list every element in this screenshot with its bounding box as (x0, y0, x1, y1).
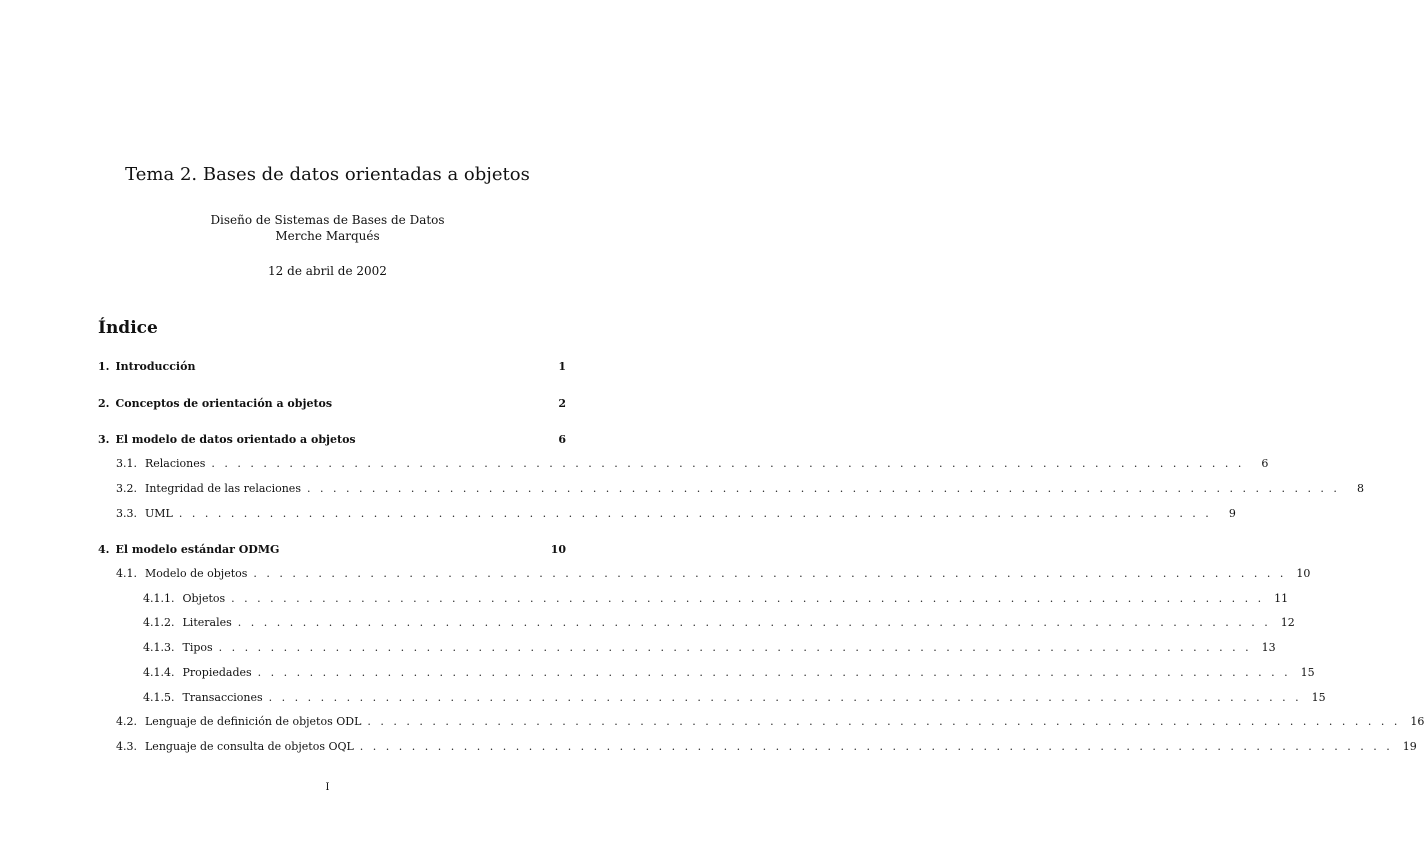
toc-entry[interactable] (143, 641, 1276, 657)
toc-leader-dots: . . . . . . . . . . . . . . . . . . . . . . . . . . . . . . . . . . . . . . . . . . . . . . . . . . . . . . . . . . . . . . . . . . . . . . . . . . . . . . . . (218, 641, 1252, 654)
toc-entry[interactable] (116, 740, 1417, 756)
toc-entry-page: 2 (558, 397, 566, 410)
toc-entry[interactable] (98, 543, 566, 559)
toc-leader-dots: . . . . . . . . . . . . . . . . . . . . . . . . . . . . . . . . . . . . . . . . . . . . . . . . . . . . . . . . . . . . . . . . . . . . . . . . . . . . . . . . (231, 592, 1265, 605)
toc-entry[interactable] (116, 567, 1311, 583)
toc-entry-number: 4.1.4. (143, 666, 175, 679)
toc-entry-number: 4.1.1. (143, 592, 175, 605)
toc-leader-dots: . . . . . . . . . . . . . . . . . . . . . . . . . . . . . . . . . . . . . . . . . . . . . . . . . . . . . . . . . . . . . . . . . . . . . . . . . . . . . . . . (211, 457, 1245, 470)
toc-entry-page: 12 (1280, 616, 1295, 629)
toc-entry-number: 3.3. (116, 507, 137, 520)
toc-entry-number: 4.3. (116, 740, 137, 753)
toc-entry-page: 9 (1228, 507, 1236, 520)
toc-entry-label: UML (145, 507, 173, 520)
toc-leader-dots: . . . . . . . . . . . . . . . . . . . . . . . . . . . . . . . . . . . . . . . . . . . . . . . . . . . . . . . . . . . . . . . . . . . . . . . . . . . . . . . . (253, 567, 1287, 580)
toc-entry-number: 4.1.2. (143, 616, 175, 629)
toc-entry-label: El modelo estándar ODMG (115, 543, 280, 556)
toc-entry[interactable] (143, 616, 1295, 632)
toc-entry[interactable] (143, 691, 1326, 707)
toc-entry-label: Relaciones (145, 457, 206, 470)
toc-leader-dots: . . . . . . . . . . . . . . . . . . . . . . . . . . . . . . . . . . . . . . . . . . . . . . . . . . . . . . . . . . . . . . . . . . . . . . . . . . . . . . . . (367, 715, 1401, 728)
toc-leader-dots: . . . . . . . . . . . . . . . . . . . . . . . . . . . . . . . . . . . . . . . . . . . . . . . . . . . . . . . . . . . . . . . . . . . . . . . . . . . . . . . . (268, 691, 1302, 704)
author-name: Merche Marqués (275, 229, 380, 243)
toc-entry-label: Literales (182, 616, 232, 629)
toc-entry-page: 13 (1261, 641, 1276, 654)
toc-entry-label: Introducción (115, 360, 196, 373)
toc-entry-label: Conceptos de orientación a objetos (115, 397, 333, 410)
toc-entry[interactable] (98, 433, 566, 449)
document-date: 12 de abril de 2002 (268, 264, 387, 278)
toc-leader-dots: . . . . . . . . . . . . . . . . . . . . . . . . . . . . . . . . . . . . . . . . . . . . . . . . . . . . . . . . . . . . . . . . . . . . . . . . . . . . . . . . (178, 507, 1212, 520)
toc-entry[interactable] (116, 507, 1236, 523)
course-name: Diseño de Sistemas de Bases de Datos (210, 213, 445, 227)
toc-entry-page: 15 (1311, 691, 1326, 704)
toc-entry[interactable] (116, 715, 1424, 731)
toc-entry-page: 6 (1261, 457, 1269, 470)
toc-entry-page: 15 (1300, 666, 1315, 679)
toc-entry-page: 1 (558, 360, 566, 373)
toc-entry-number: 3.2. (116, 482, 137, 495)
toc-entry-page: 10 (550, 543, 566, 556)
toc-entry[interactable] (116, 482, 1364, 498)
toc-entry-label: Lenguaje de definición de objetos ODL (145, 715, 362, 728)
toc-entry-number: 4.2. (116, 715, 137, 728)
toc-entry-label: Propiedades (182, 666, 252, 679)
toc-entry[interactable] (143, 666, 1315, 682)
toc-entry[interactable] (116, 457, 1269, 473)
toc-entry-page: 11 (1274, 592, 1289, 605)
toc-leader-dots: . . . . . . . . . . . . . . . . . . . . . . . . . . . . . . . . . . . . . . . . . . . . . . . . . . . . . . . . . . . . . . . . . . . . . . . . . . . . . . . . (306, 482, 1340, 495)
toc-entry-number: 4.1.3. (143, 641, 175, 654)
toc-entry-label: Modelo de objetos (145, 567, 248, 580)
toc-entry-page: 8 (1356, 482, 1364, 495)
toc-entry-number: 2. (98, 397, 110, 410)
toc-leader-dots: . . . . . . . . . . . . . . . . . . . . . . . . . . . . . . . . . . . . . . . . . . . . . . . . . . . . . . . . . . . . . . . . . . . . . . . . . . . . . . . . (359, 740, 1393, 753)
toc-entry-number: 4. (98, 543, 110, 556)
toc-leader-dots: . . . . . . . . . . . . . . . . . . . . . . . . . . . . . . . . . . . . . . . . . . . . . . . . . . . . . . . . . . . . . . . . . . . . . . . . . . . . . . . . (237, 616, 1271, 629)
toc-entry-label: Objetos (182, 592, 226, 605)
toc-entry-label: Lenguaje de consulta de objetos OQL (145, 740, 354, 753)
toc-entry-page: 16 (1410, 715, 1424, 728)
toc-entry-label: Tipos (182, 641, 213, 654)
toc-entry-number: 4.1.5. (143, 691, 175, 704)
toc-entry[interactable] (98, 360, 566, 376)
toc-entry-label: Transacciones (182, 691, 263, 704)
toc-entry[interactable] (143, 592, 1289, 608)
toc-entry-page: 19 (1402, 740, 1417, 753)
index-heading: Índice (98, 318, 158, 338)
document-title: Tema 2. Bases de datos orientadas a objetos (125, 164, 530, 185)
toc-entry-number: 3. (98, 433, 110, 446)
toc-entry-page: 10 (1296, 567, 1311, 580)
toc-entry-label: El modelo de datos orientado a objetos (115, 433, 356, 446)
page-number: I (325, 782, 330, 793)
toc-entry-number: 3.1. (116, 457, 137, 470)
toc-entry-number: 4.1. (116, 567, 137, 580)
toc-entry-number: 1. (98, 360, 110, 373)
toc-entry[interactable] (98, 397, 566, 413)
toc-leader-dots: . . . . . . . . . . . . . . . . . . . . . . . . . . . . . . . . . . . . . . . . . . . . . . . . . . . . . . . . . . . . . . . . . . . . . . . . . . . . . . . . (257, 666, 1291, 679)
toc-entry-page: 6 (558, 433, 566, 446)
toc-entry-label: Integridad de las relaciones (145, 482, 301, 495)
